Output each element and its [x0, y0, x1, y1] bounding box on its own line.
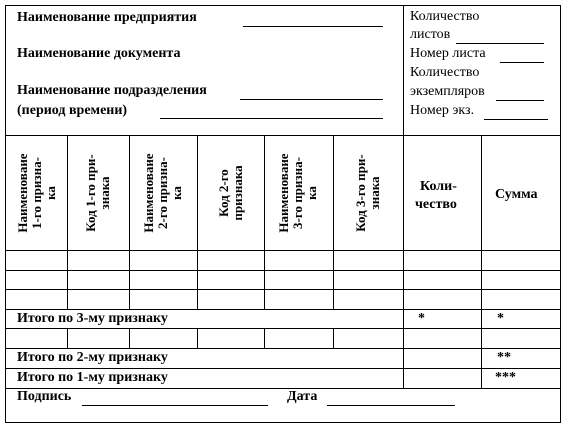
row-line-2 [5, 289, 561, 290]
col-line-4 [264, 135, 265, 309]
copies-count-label-1: Количество [410, 65, 480, 80]
header-divider [5, 135, 561, 136]
col-line-2b [129, 328, 130, 348]
col-sum: Сумма [495, 187, 538, 202]
total-attr3-label: Итого по 3-му признаку [17, 311, 168, 326]
sheet-number-underline [500, 62, 544, 63]
col-line-sum [481, 135, 482, 388]
enterprise-name-label: Наименование предприятия [17, 10, 197, 25]
subdivision-name-underline [240, 99, 383, 100]
document-name-label: Наименование документа [17, 46, 181, 61]
total-attr2-label: Итого по 2-му признаку [17, 350, 168, 365]
sheet-count-underline [456, 43, 544, 44]
subdivision-name-label: Наименование подразделения [17, 83, 207, 98]
col-quantity-line2: чество [415, 197, 457, 212]
row-line-1 [5, 270, 561, 271]
date-underline [327, 405, 455, 406]
row-line-3 [5, 309, 561, 310]
copies-count-underline [496, 100, 544, 101]
col-line-2 [129, 135, 130, 309]
header-right-divider [403, 5, 404, 135]
signature-label: Подпись [17, 389, 72, 404]
col-line-3b [197, 328, 198, 348]
col-quantity-line1: Коли- [420, 179, 457, 194]
row-line-7 [5, 388, 561, 389]
enterprise-name-underline [243, 26, 383, 27]
total-attr1-sum: *** [495, 370, 516, 385]
copy-number-underline [484, 119, 548, 120]
col-line-5b [333, 328, 334, 348]
date-label: Дата [287, 389, 318, 404]
copy-number-label: Номер экз. [410, 103, 475, 118]
sheet-count-label-2: листов [410, 27, 451, 42]
total-attr2-sum: ** [497, 350, 511, 365]
copies-count-label-2: экземпляров [410, 84, 485, 99]
col-line-1 [67, 135, 68, 309]
signature-underline [82, 405, 268, 406]
col-line-3 [197, 135, 198, 309]
period-label: (период времени) [17, 103, 128, 118]
period-underline [160, 118, 383, 119]
row-line-5 [5, 348, 561, 349]
col-line-5 [333, 135, 334, 309]
total-attr3-qty: * [418, 311, 425, 326]
col-line-1b [67, 328, 68, 348]
total-attr3-sum: * [497, 311, 504, 326]
total-attr1-label: Итого по 1-му признаку [17, 370, 168, 385]
col-line-4b [264, 328, 265, 348]
col-line-qty [403, 135, 404, 388]
row-line-6 [5, 368, 561, 369]
row-line-4 [5, 328, 561, 329]
sheet-number-label: Номер листа [410, 46, 486, 61]
row-line-header-bottom [5, 250, 561, 251]
sheet-count-label-1: Количество [410, 9, 480, 24]
